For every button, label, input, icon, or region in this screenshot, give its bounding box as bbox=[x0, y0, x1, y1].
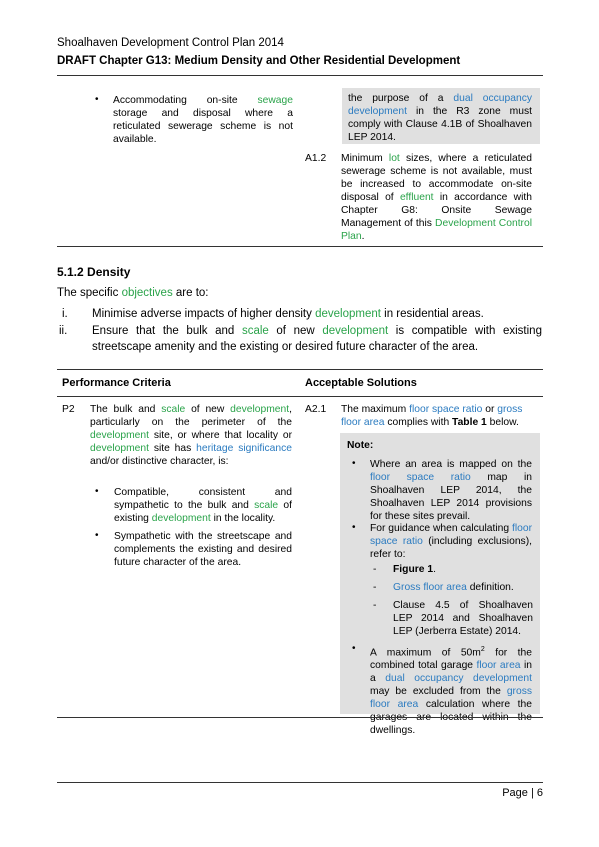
table2-header-rule bbox=[57, 396, 543, 397]
note-bullet: For guidance when calculating floor space ratio (including exclusions), refer to: bbox=[370, 523, 532, 560]
dash-icon: - bbox=[373, 600, 377, 611]
col-header-performance: Performance Criteria bbox=[62, 377, 171, 389]
p2-text: The bulk and scale of new development, particularly on the perimeter of the development site, or where that locality or development site has heritage significance and/or distinctive character, is: bbox=[90, 404, 292, 467]
p2-bullet-item: Sympathetic with the streetscape and complements the existing and desired future character of the area. bbox=[114, 531, 292, 568]
note-dash-item: Gross floor area definition. bbox=[393, 582, 514, 593]
table2-bottom-rule bbox=[57, 717, 543, 718]
col-header-acceptable: Acceptable Solutions bbox=[305, 377, 417, 389]
note-dash-item: Figure 1. bbox=[393, 564, 436, 575]
bullet-icon: • bbox=[352, 522, 356, 533]
p2-bullet-item: Compatible, consistent and sympathetic to the bulk and scale of existing development in the locality. bbox=[114, 487, 293, 524]
page-number: Page | 6 bbox=[502, 787, 543, 799]
section-heading: 5.1.2 Density bbox=[57, 265, 131, 279]
p2-label: P2 bbox=[62, 404, 75, 415]
bullet-icon: • bbox=[95, 94, 99, 105]
footer-rule bbox=[57, 782, 543, 783]
note-dash-item: Clause 4.5 of Shoalhaven LEP 2014 and Shoalhaven LEP (Jerberra Estate) 2014. bbox=[393, 600, 533, 637]
bullet-icon: • bbox=[352, 458, 356, 469]
objective-item: Ensure that the bulk and scale of new development is compatible with existing streetscape amenity and the existing or desired future character of the area. bbox=[92, 325, 542, 353]
bullet-icon: • bbox=[95, 486, 99, 497]
note-bullet: A maximum of $50m^2$ for the combined total garage floor area in a dual occupancy development may be excluded from the gross floor area calculation where the dwellings. bbox=[370, 646, 532, 737]
objective-number: ii. bbox=[59, 325, 68, 337]
objective-number: i. bbox=[62, 308, 68, 320]
objective-item: Minimise adverse impacts of higher density development in residential areas. bbox=[92, 308, 484, 320]
dash-icon: - bbox=[373, 582, 377, 593]
a21-label: A2.1 bbox=[305, 404, 327, 415]
chapter-title: DRAFT Chapter G13: Medium Density and Other Residential Development bbox=[57, 55, 461, 67]
bullet-icon: • bbox=[95, 530, 99, 541]
table1-bottom-rule bbox=[57, 246, 543, 247]
table1-left-bullet: Accommodating on-site sewage storage and disposal where a reticulated sewerage scheme is not available. bbox=[113, 95, 293, 145]
a12-text: Minimum lot sizes, where a reticulated sewerage scheme is not available, must be increased to accommodate on-site disposal of effluent in accordance with Chapter G8: Onsite Sewage Management of this Development Control Plan. bbox=[341, 153, 533, 242]
document-title: Shoalhaven Development Control Plan 2014 bbox=[57, 37, 284, 49]
note-continuation: the purpose of a dual occupancy development in the R3 zone must comply with Clause 4.1B of Shoalhaven LEP 2014. bbox=[348, 93, 532, 143]
header-rule bbox=[57, 75, 543, 76]
bullet-icon: • bbox=[352, 643, 356, 654]
a21-text: The maximum floor space ratio or gross floor area complies with Table 1 below. bbox=[341, 404, 523, 428]
note-title: Note: bbox=[347, 440, 374, 451]
a12-label: A1.2 bbox=[305, 153, 327, 164]
note-bullet: Where an area is mapped on the floor space ratio map in Shoalhaven LEP 2014, the Shoalhaven LEP 2014 provisions for these sites prevail. bbox=[370, 459, 532, 522]
dash-icon: - bbox=[373, 564, 377, 575]
table2-top-rule bbox=[57, 369, 543, 370]
objectives-intro: The specific objectives are to: bbox=[57, 287, 209, 299]
